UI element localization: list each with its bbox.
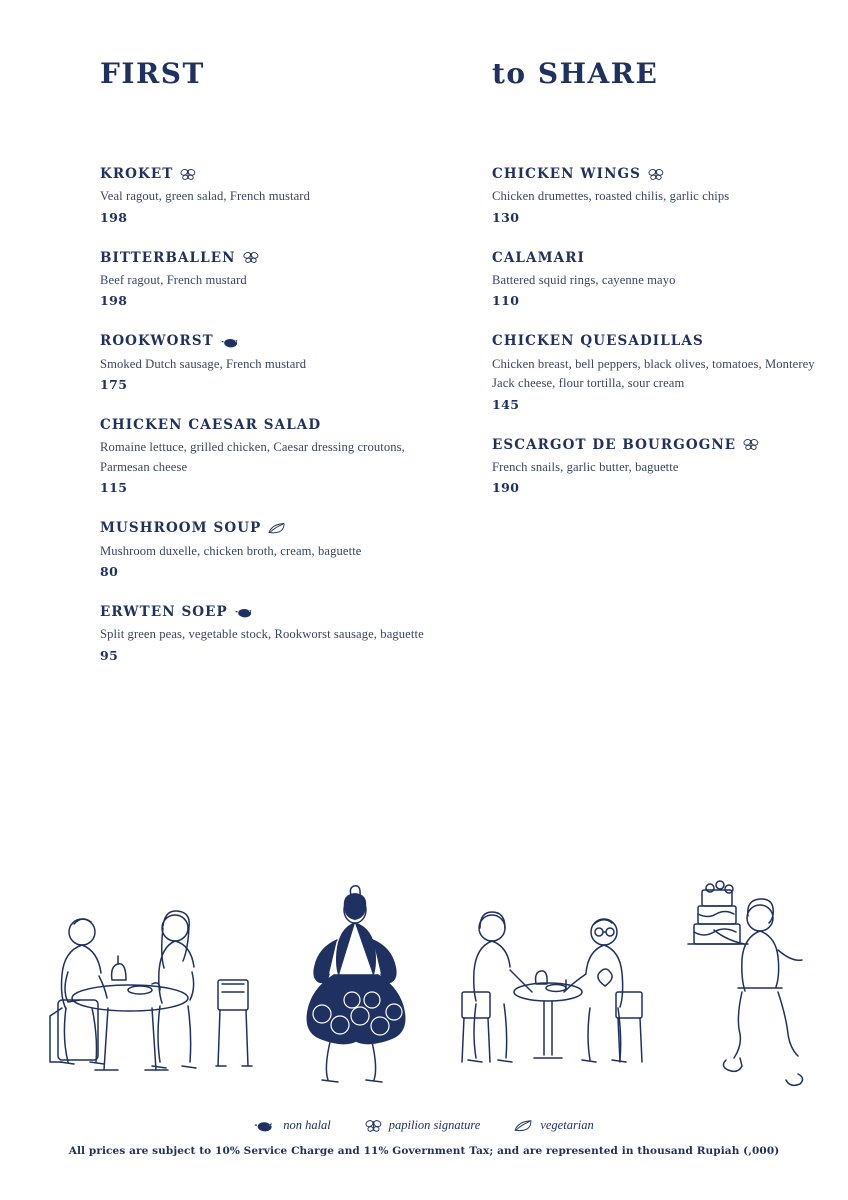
menu-item-title: CHICKEN WINGS [492, 166, 642, 182]
menu-item-price: 198 [100, 209, 128, 225]
menu-item-description: Mushroom duxelle, chicken broth, cream, baguette [100, 543, 362, 558]
menu-item-description: Romaine lettuce, grilled chicken, Caesar dressing croutons, Parmesan cheese [100, 440, 405, 474]
legend-label: non halal [283, 1118, 331, 1132]
illustration-couple-at-table [50, 911, 252, 1070]
legend-entry [365, 1118, 481, 1133]
column-heading-to-share: to SHARE [492, 57, 659, 90]
menu-item-name [100, 604, 440, 620]
menu-item-title: ESCARGOT DE BOURGOGNE [492, 436, 737, 453]
menu-item-price: 110 [492, 293, 520, 309]
menu-item-price: 175 [100, 377, 128, 393]
menu-item-description: Veal ragout, green salad, French mustard [100, 189, 310, 204]
non-halal-icon [254, 1119, 276, 1132]
menu-item-price: 130 [492, 209, 520, 225]
menu-item [100, 250, 440, 309]
illustration-band [0, 880, 848, 1095]
menu-item-description: Split green peas, vegetable stock, Rookworst sausage, baguette [100, 627, 424, 642]
menu-item [492, 333, 832, 411]
legend-label: vegetarian [540, 1118, 594, 1132]
menu-column-to-share [492, 57, 832, 688]
menu-columns [100, 57, 815, 688]
menu-item-name [492, 333, 832, 349]
price-disclaimer: All prices are subject to 10% Service Charge and 11% Government Tax; and are represented in thousand Rupiah (,000) [68, 1145, 780, 1157]
menu-item-description: French snails, garlic butter, baguette [492, 459, 679, 474]
papilion-signature-icon [648, 168, 664, 181]
menu-item-description: Chicken breast, bell peppers, black olives, tomatoes, Monterey Jack cheese, flour tortilla, sour cream [492, 356, 815, 391]
papilion-signature-icon [743, 438, 759, 451]
menu-item-description: Smoked Dutch sausage, French mustard [100, 356, 307, 371]
illustration-waiter-with-cakes [688, 881, 803, 1085]
menu-item-price: 95 [100, 647, 119, 663]
column-heading-first: FIRST [100, 57, 205, 90]
papilion-signature-icon [365, 1119, 382, 1133]
menu-item-price: 115 [100, 480, 128, 496]
menu-item [492, 250, 832, 309]
illustration-dancer [307, 886, 404, 1082]
menu-item-title: CALAMARI [492, 249, 585, 266]
menu-item [100, 520, 440, 579]
vegetarian-icon [268, 522, 286, 534]
menu-item-name [492, 166, 832, 182]
menu-item-title: CHICKEN CAESAR SALAD [100, 417, 322, 434]
menu-item-name [100, 250, 440, 266]
menu-item-price: 80 [100, 564, 119, 580]
menu-item-description: Battered squid rings, cayenne mayo [492, 272, 676, 287]
menu-item-title: KROKET [100, 166, 174, 182]
vegetarian-icon [514, 1119, 533, 1132]
menu-item-name [492, 437, 832, 453]
legend-label: papilion signature [388, 1118, 481, 1132]
menu-item-name [100, 520, 440, 536]
legend [0, 1118, 848, 1133]
menu-item-description: Beef ragout, French mustard [100, 272, 247, 287]
papilion-signature-icon [180, 168, 196, 181]
menu-item-price: 198 [100, 293, 128, 309]
menu-item-price: 190 [492, 480, 520, 496]
menu-item-name [100, 417, 440, 433]
illustration-couple-dining [462, 912, 642, 1062]
menu-item [100, 417, 440, 495]
legend-entry [254, 1118, 331, 1133]
menu-item-name [492, 250, 832, 266]
menu-column-first [100, 57, 440, 688]
menu-item [492, 166, 832, 225]
menu-item-price: 145 [492, 396, 520, 412]
menu-item-name [100, 166, 440, 182]
menu-item-description: Chicken drumettes, roasted chilis, garlic chips [492, 189, 730, 204]
menu-item [492, 437, 832, 496]
papilion-signature-icon [243, 251, 259, 264]
menu-item [100, 166, 440, 225]
non-halal-icon [235, 606, 255, 618]
menu-item-title: MUSHROOM SOUP [100, 520, 262, 537]
menu-item-name [100, 333, 440, 349]
menu-item-title: CHICKEN QUESADILLAS [492, 333, 704, 350]
non-halal-icon [221, 336, 241, 348]
menu-item [100, 333, 440, 392]
legend-entry [514, 1118, 593, 1133]
menu-footer [0, 1118, 848, 1157]
menu-item-title: ROOKWORST [100, 333, 214, 350]
menu-item [100, 604, 440, 663]
menu-item-title: ERWTEN SOEP [100, 604, 228, 621]
menu-item-title: BITTERBALLEN [100, 249, 236, 266]
